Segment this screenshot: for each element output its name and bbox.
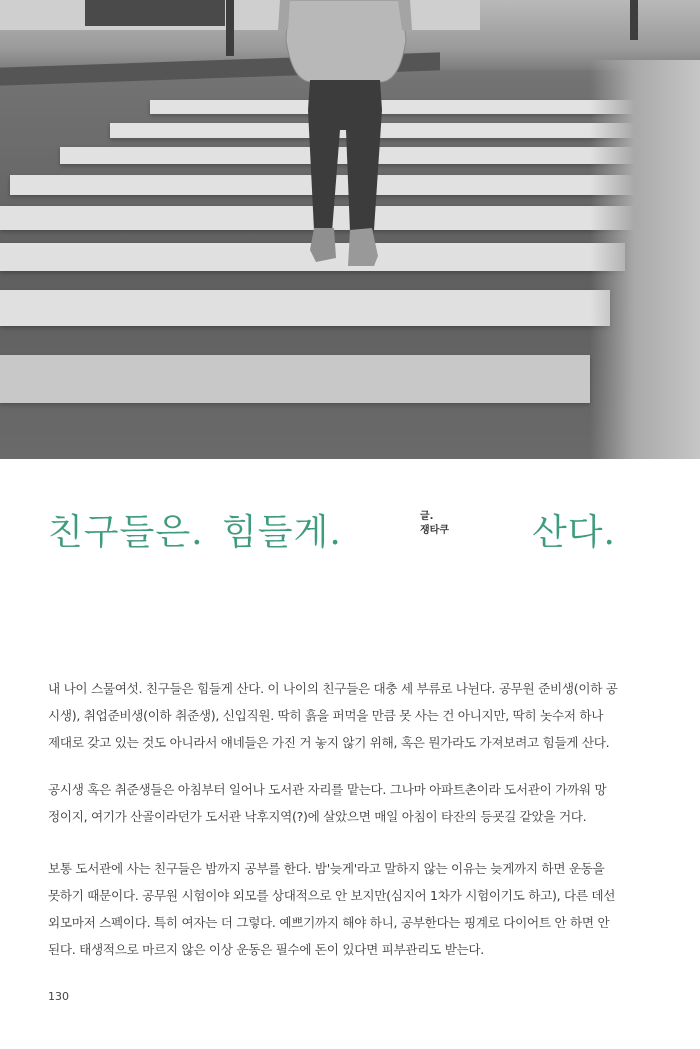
byline-author: 쟁타쿠 (420, 525, 449, 536)
body-paragraph-2: 공시생 혹은 취준생들은 아침부터 일어나 도서관 자리를 맡는다. 그나마 아파트촌이라 도서관이 가까워 망정이지, 여기가 산골이라던가 도서관 낙후지역(?)에 살았으면 매일 아침이 타잔의 등굣길 같았을 거다. (48, 782, 607, 824)
sidewalk-right (590, 60, 700, 459)
byline (420, 510, 480, 538)
shop-window (85, 0, 225, 26)
street-pole (630, 0, 638, 40)
crosswalk-photo (0, 0, 700, 459)
byline-label: 글. (420, 511, 434, 522)
body-paragraph-3: 보통 도서관에 사는 친구들은 밤까지 공부를 한다. 밤'늦게'라고 말하지 않는 이유는 늦게까지 하면 운동을 못하기 때문이다. 공무원 시험이야 외모를 상대적으로 안 보지만(심지어 1차가 시험이기도 하고), 다른 데선 외모마저 스펙이다. 특히 여자는 더 그렇다. 예쁘기까지 해야 하니, 공부한다는 핑계로 다이어트 안 하면 안 된다. 태생적으로 마르지 않은 이상 운동은 필수에 돈이 있다면 피부관리도 받는다. (48, 861, 616, 957)
crosswalk-stripe (0, 355, 590, 403)
page-number: 130 (48, 990, 69, 1003)
headline-part-1: 친구들은. (48, 512, 204, 553)
walking-person (270, 0, 420, 300)
headline-part-2: 힘들게. (222, 512, 342, 553)
headline-part-3: 산다. (532, 512, 616, 553)
body-paragraph-1: 내 나이 스물여섯. 친구들은 힘들게 산다. 이 나이의 친구들은 대충 세 부류로 나뉜다. 공무원 준비생(이하 공시생), 취업준비생(이하 취준생), 신입직원. 딱히 흙을 퍼먹을 만큼 못 사는 건 아니지만, 딱히 놋수저 하나 제대로 갖고 있는 것도 아니라서 얘네들은 가진 거 놓지 않기 위해, 혹은 뭔가라도 가져보려고 힘들게 산다. (48, 681, 618, 750)
street-pole (226, 0, 234, 56)
